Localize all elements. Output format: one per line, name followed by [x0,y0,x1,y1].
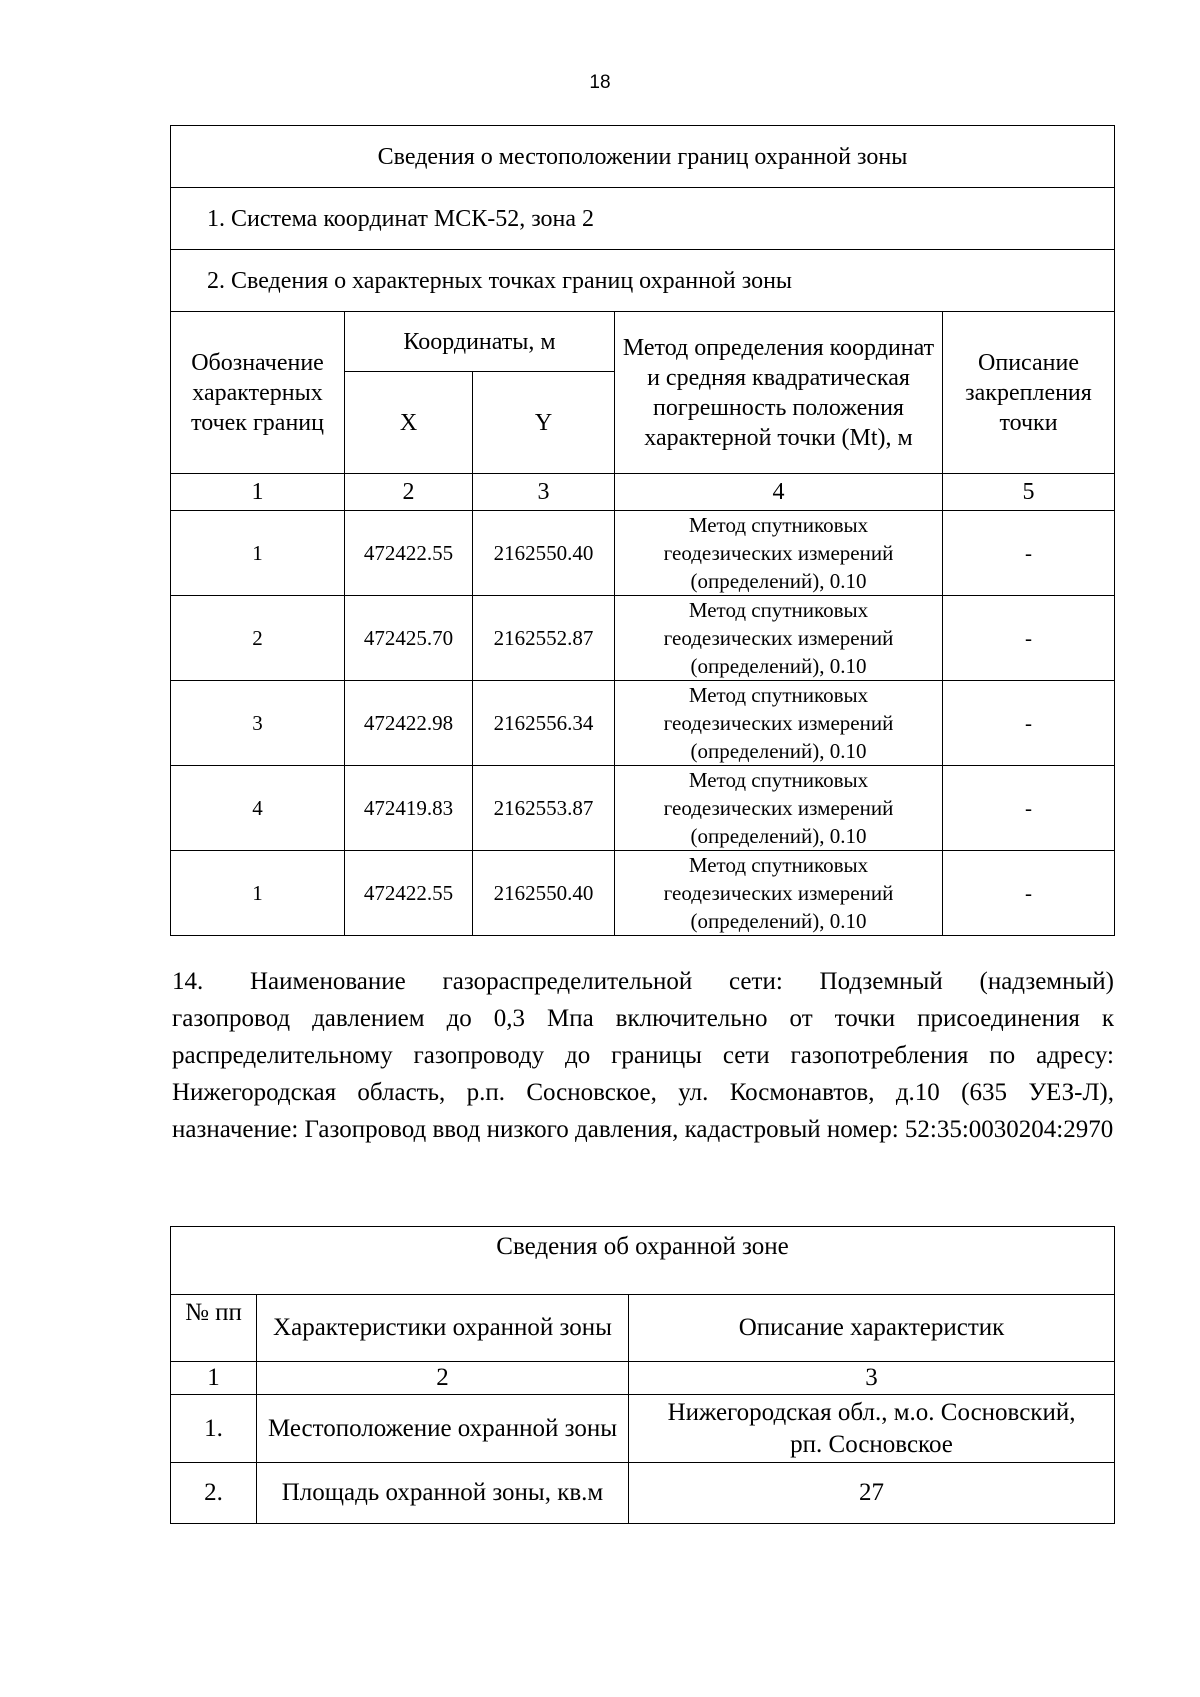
x-coord: 472419.83 [345,766,473,851]
method-cell [615,681,943,766]
method-cell [615,766,943,851]
zone-table-title: Сведения о местоположении границ охранной зоны [171,126,1115,188]
y-coord: 2162550.40 [473,851,615,936]
method-line: Метод спутниковых [688,513,869,537]
table-row [171,1395,1115,1463]
point-description: - [943,766,1115,851]
y-coord: 2162556.34 [473,681,615,766]
col-number: 5 [943,474,1115,511]
x-coord: 472425.70 [345,596,473,681]
method-cell [615,511,943,596]
y-coord: 2162553.87 [473,766,615,851]
description-line: Нижегородская обл., м.о. Сосновский, [667,1398,1076,1426]
y-coord: 2162552.87 [473,596,615,681]
header-description: Описание характеристик [629,1295,1115,1362]
header-num: № пп [171,1295,257,1362]
method-line: (определений), 0.10 [690,569,867,593]
table-row [171,681,1115,766]
points-heading: 2. Сведения о характерных точках границ охранной зоны [171,250,1115,312]
table-row [171,1463,1115,1524]
method-line: (определений), 0.10 [690,909,867,933]
col-number: 2 [257,1362,629,1395]
point-id: 1 [171,851,345,936]
header-x: X [345,372,473,474]
description-line: рп. Сосновское [790,1430,953,1458]
point-id: 4 [171,766,345,851]
x-coord: 472422.55 [345,511,473,596]
row-num: 2. [171,1463,257,1524]
row-characteristic: Площадь охранной зоны, кв.м [257,1463,629,1524]
col-number: 3 [629,1362,1115,1395]
point-id: 1 [171,511,345,596]
point-description: - [943,511,1115,596]
point-id: 2 [171,596,345,681]
table-row [171,596,1115,681]
network-description-paragraph [172,963,1114,1148]
point-description: - [943,851,1115,936]
method-line: Метод спутниковых [688,683,869,707]
method-line: (определений), 0.10 [690,739,867,763]
row-characteristic: Местоположение охранной зоны [257,1395,629,1463]
method-line: (определений), 0.10 [690,654,867,678]
page-number: 18 [589,72,611,93]
point-description: - [943,596,1115,681]
table-row [171,511,1115,596]
table-row [171,766,1115,851]
method-line: геодезических измерений [663,711,894,735]
method-line: (определений), 0.10 [690,824,867,848]
protection-zone-info-table [170,1226,1115,1524]
col-number: 2 [345,474,473,511]
method-cell [615,596,943,681]
zone-boundaries-table [170,125,1115,936]
method-line: геодезических измерений [663,541,894,565]
header-characteristic: Характеристики охранной зоны [257,1295,629,1362]
col-number: 4 [615,474,943,511]
method-line: Метод спутниковых [688,768,869,792]
method-line: геодезических измерений [663,796,894,820]
point-id: 3 [171,681,345,766]
y-coord: 2162550.40 [473,511,615,596]
col-number: 3 [473,474,615,511]
header-method: Метод определения координат и средняя квадратическая погрешность положения характерной точки (Mt), м [615,312,943,474]
row-num: 1. [171,1395,257,1463]
row-description [629,1395,1115,1463]
point-description: - [943,681,1115,766]
paragraph-text: Наименование газораспределительной сети: Подземный (надземный) газопровод давлением до 0,3 Мпа включительно от точки присоединения к распределительному газопроводу до границы сети газопотребления по адресу: Нижегородская область, р.п. Сосновское, ул. Космонавтов, д.10 (635 УЕЗ-Л), назначение: Газопровод ввод низкого давления, кадастровый номер: 52:35:0030204:2970 [172,968,1114,1143]
method-line: геодезических измерений [663,881,894,905]
col-number: 1 [171,1362,257,1395]
header-coords: Координаты, м [345,312,615,372]
coord-system: 1. Система координат МСК-52, зона 2 [171,188,1115,250]
method-line: Метод спутниковых [688,853,869,877]
info-table-title: Сведения об охранной зоне [171,1227,1115,1295]
method-line: Метод спутниковых [688,598,869,622]
header-point: Обозначение характерных точек границ [171,312,345,474]
table-row [171,851,1115,936]
method-line: геодезических измерений [663,626,894,650]
description-line: 27 [859,1479,884,1506]
row-description [629,1463,1115,1524]
paragraph-number: 14. [172,968,204,995]
x-coord: 472422.98 [345,681,473,766]
header-description: Описание закрепления точки [943,312,1115,474]
method-cell [615,851,943,936]
col-number: 1 [171,474,345,511]
x-coord: 472422.55 [345,851,473,936]
header-y: Y [473,372,615,474]
